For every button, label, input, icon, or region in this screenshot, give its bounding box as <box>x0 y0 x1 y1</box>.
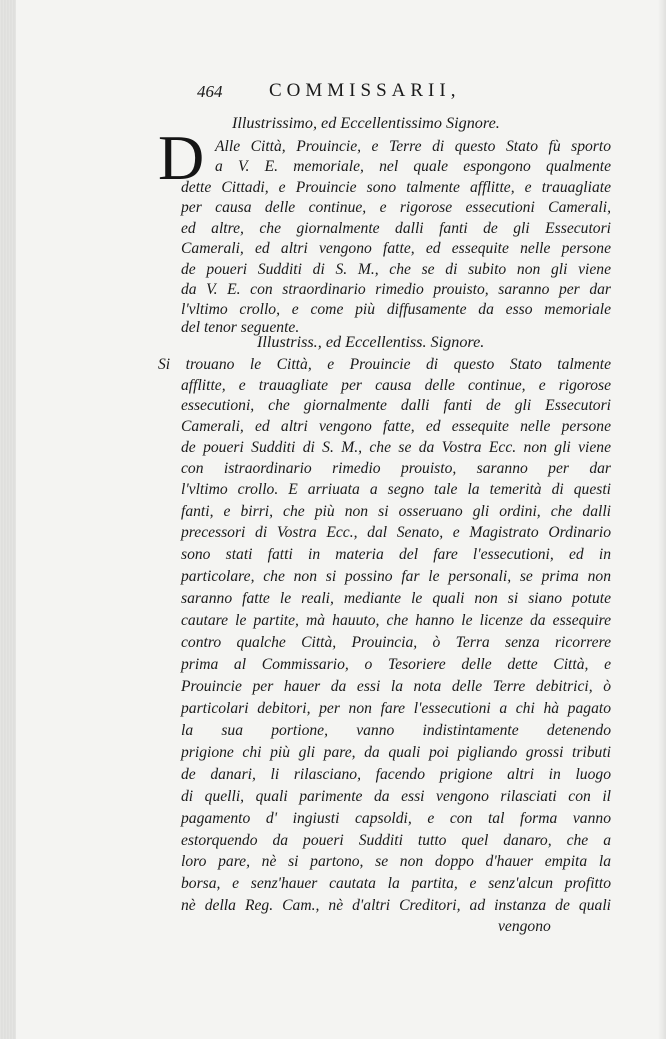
letter2-line: di quelli, quali parimente da essi vengono rilasciati con il <box>181 788 611 805</box>
letter2-line: contro qualche Città, Prouincia, ò Terra senza ricorrere <box>181 634 611 651</box>
letter2-line: prigione chi più gli pare, da quali poi pigliando grossi tributi <box>181 744 611 761</box>
letter2-line: particolare, che non si possino far le personali, se prima non <box>181 568 611 585</box>
letter2-line: pagamento d' ingiusti capsoldi, e con tal forma vanno <box>181 810 611 827</box>
letter2-line: cautare le partite, mà hauuto, che hanno le licenze da essequire <box>181 612 611 629</box>
letter1-line: Camerali, ed altri vengono fatte, ed essequite nelle persone <box>181 240 611 257</box>
letter2-line: nè della Reg. Cam., nè d'altri Creditori, ad instanza de quali <box>181 897 611 914</box>
letter2-line: l'vltimo crollo. E arriuata a segno tale la temerità di questi <box>181 481 611 498</box>
drop-cap-initial: D <box>158 122 205 193</box>
page-header <box>197 80 527 110</box>
letter2-line: Camerali, ed altri vengono fatte, ed essequite nelle persone <box>181 418 611 435</box>
letter1-line: Alle Città, Prouincie, e Terre di questo Stato fù sporto <box>215 138 611 155</box>
letter2-line: la sua portione, vanno indistintamente detenendo <box>181 722 611 739</box>
book-page-edge <box>0 0 16 1039</box>
letter1-line: da V. E. con straordinario rimedio prouisto, saranno per dar <box>181 281 611 298</box>
letter2-line: estorquendo da poueri Sudditi tutto quel danaro, che a <box>181 832 611 849</box>
letter1-line: per causa delle continue, e rigorose essecutioni Camerali, <box>181 199 611 216</box>
letter1-line: l'vltimo crollo, e come più diffusamente da esso memoriale <box>181 301 611 318</box>
letter1-line: ed altre, che giornalmente dalli fanti de gli Essecutori <box>181 220 611 237</box>
letter1-salutation: Illustrissimo, ed Eccellentissimo Signore. <box>232 114 500 132</box>
letter2-line: de danari, li rilasciano, facendo prigione altri in luogo <box>181 766 611 783</box>
letter2-salutation: Illustriss., ed Eccellentiss. Signore. <box>257 333 485 351</box>
letter2-line: fanti, e birri, che più non si osseruano gli ordini, che dalli <box>181 503 611 520</box>
letter1-line: dette Cittadi, e Prouincie sono talmente afflitte, e trauagliate <box>181 179 611 196</box>
letter1-line: del tenor seguente. <box>181 319 300 336</box>
letter1-line: a V. E. memoriale, nel quale espongono qualmente <box>215 158 611 175</box>
letter2-line: sono stati fatti in materia del fare l'essecutioni, ed in <box>181 546 611 563</box>
letter2-line: borsa, e senz'hauer cautata la partita, e senz'alcun profitto <box>181 875 611 892</box>
letter2-line: Prouincie per hauer da essi la nota delle Terre debitrici, ò <box>181 678 611 695</box>
letter2-line: loro pare, nè si partono, se non doppo d'hauer empita la <box>181 853 611 870</box>
letter2-line: essecutioni, che giornalmente dalli fanti de gli Essecutori <box>181 397 611 414</box>
running-head: COMMISSARII, <box>269 80 461 101</box>
page-number: 464 <box>197 82 223 101</box>
letter2-line: de poueri Sudditi di S. M., che se da Vostra Ecc. non gli viene <box>181 439 611 456</box>
letter2-line: con istraordinario rimedio prouisto, saranno per dar <box>181 460 611 477</box>
letter1-line: de poueri Sudditi di S. M., che se di subito non gli viene <box>181 261 611 278</box>
letter2-line: prima al Commissario, o Tesoriere delle dette Città, e <box>181 656 611 673</box>
letter2-line: saranno fatte le reali, mediante le quali non si siano potute <box>181 590 611 607</box>
page-gutter-shadow <box>658 0 666 1039</box>
letter2-line: precessori di Vostra Ecc., dal Senato, e Magistrato Ordinario <box>181 524 611 541</box>
letter2-line: afflitte, e trauagliate per causa delle continue, e rigorose <box>181 377 611 394</box>
catchword: vengono <box>498 918 551 935</box>
letter2-line: Si trouano le Città, e Prouincie di questo Stato talmente <box>158 356 611 373</box>
letter2-line: particolari debitori, per non fare l'essecutioni a chi hà pagato <box>181 700 611 717</box>
